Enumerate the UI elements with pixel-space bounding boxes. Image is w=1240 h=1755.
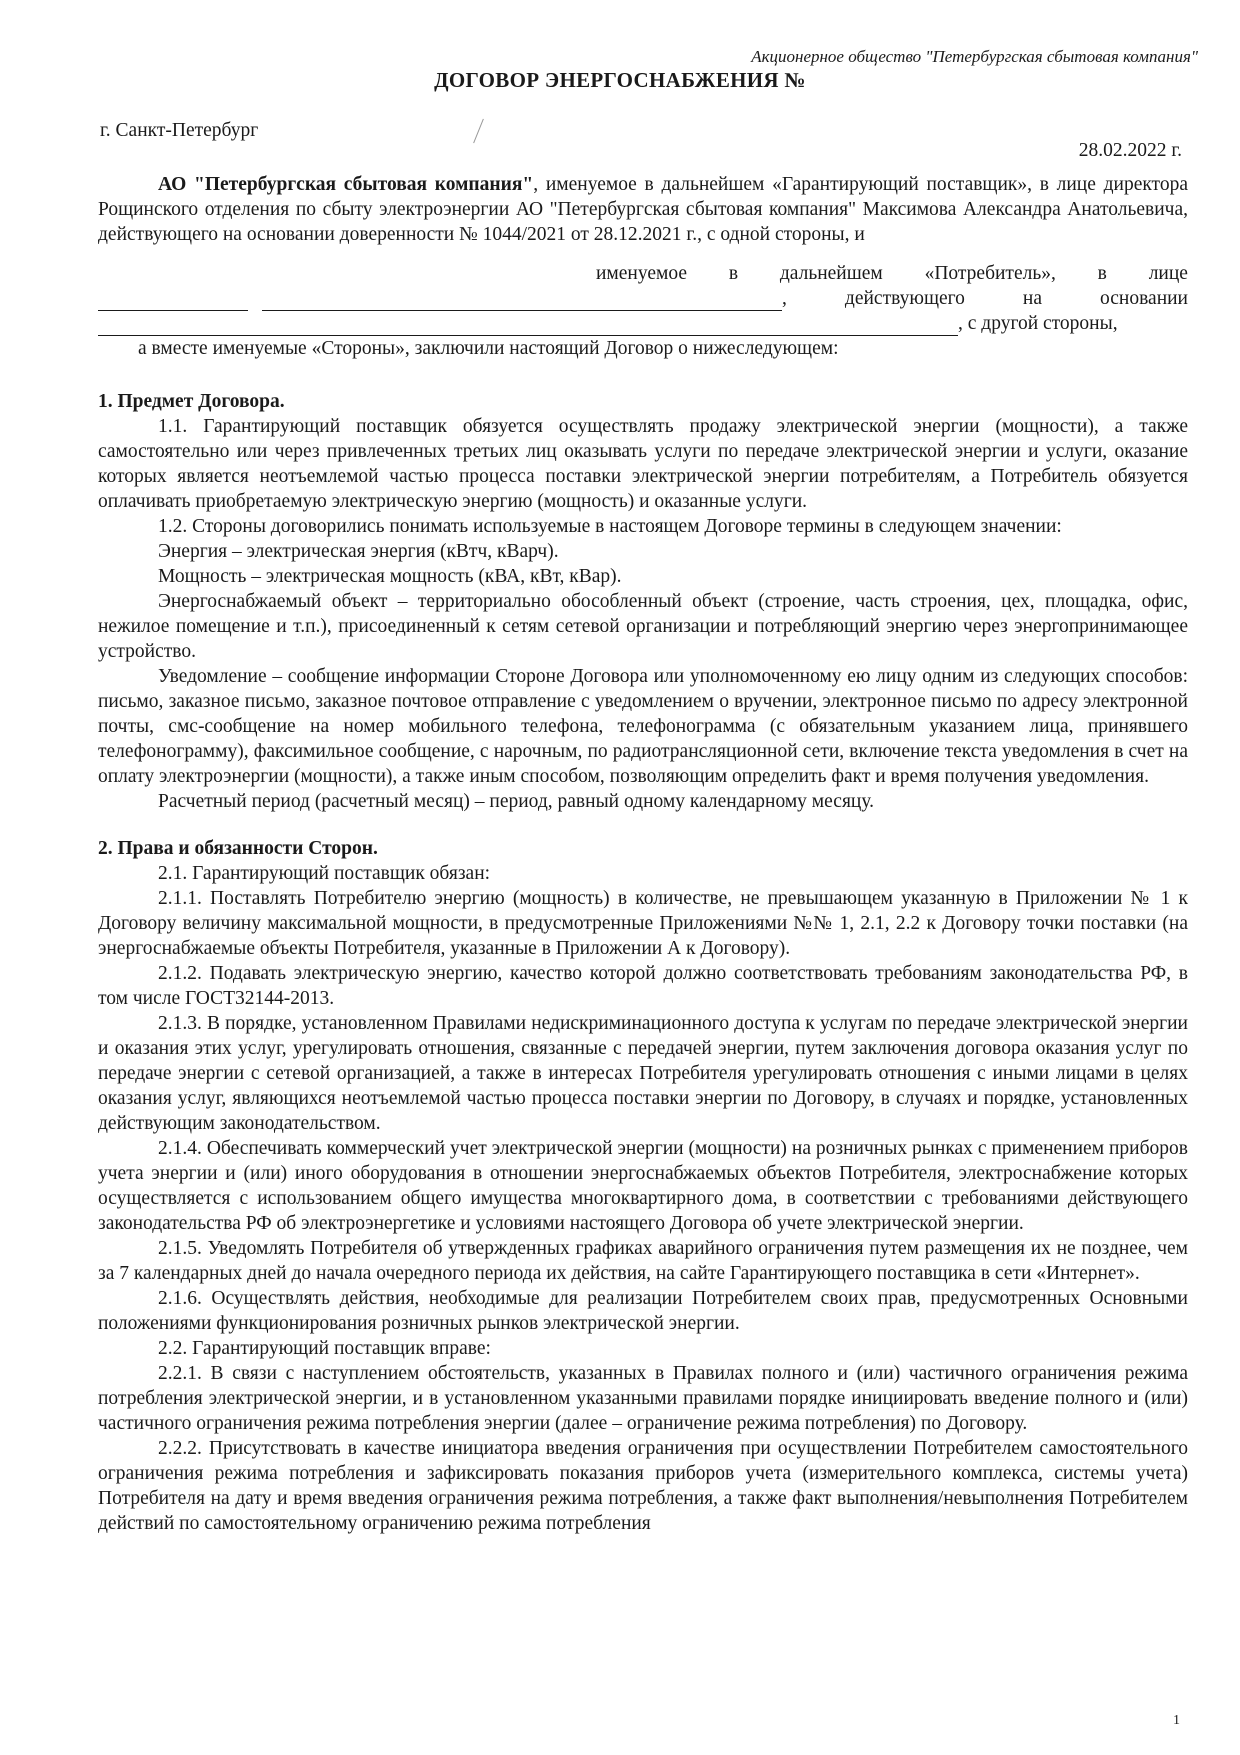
party2-word: именуемое <box>596 263 687 284</box>
document-title <box>0 68 1240 93</box>
clause-2-1-3: 2.1.3. В порядке, установленном Правилами недискриминационного доступа к услугам по передаче электрической энергии и оказания этих услуг, урегулировать отношения, связанные с передачей энергии, путем заключения договора оказания услуг по передаче энергии с сетевой организацией, а также в интересах Потребителя урегулировать отношения с иными лицами в целях оказания услуг, являющихся неотъемлемой частью процесса поставки энергии по Договору, в случаях и порядке, установленных действующим законодательством. <box>98 1013 1188 1134</box>
definition-object: Энергоснабжаемый объект – территориально обособленный объект (строение, часть строения, цех, площадка, офис, нежилое помещение и т.п.), присоединенный к сетям сетевой организации и потребляющий энергию через энергопринимающее устройство. <box>98 591 1188 662</box>
section1-title: 1. Предмет Договора. <box>98 391 285 412</box>
definition-energy: Энергия – электрическая энергия (кВтч, кВарч). <box>158 541 559 562</box>
party1-details: , именуемое в дальнейшем «Гарантирующий поставщик», в лице директора Рощинского отделения по сбыту электроэнергии АО "Петербургская сбытовая компания" Максимова Александра Анатольевича, действующего на основании доверенности № 1044/2021 от 28.12.2021 г., с одной стороны, и <box>98 174 1188 245</box>
preamble-party1 <box>98 172 1188 247</box>
preamble-together: а вместе именуемые «Стороны», заключили настоящий Договор о нижеследующем: <box>138 338 839 359</box>
clause-2-2-2: 2.2.2. Присутствовать в качестве инициатора введения ограничения при осуществлении Потребителем самостоятельного ограничения режима потребления и зафиксировать показания приборов учета (измерительного комплекса, системы учета) Потребителя на дату и время введения ограничения режима потребления, а также факт выполнения/невыполнения Потребителем действий по самостоятельному ограничению режима потребления <box>98 1438 1188 1534</box>
place-of-signing: г. Санкт-Петербург <box>100 120 259 141</box>
document-title-text: ДОГОВОР ЭНЕРГОСНАБЖЕНИЯ № <box>434 68 806 92</box>
page-number: 1 <box>1173 1713 1180 1728</box>
section2-title: 2. Права и обязанности Сторон. <box>98 838 378 859</box>
party2-other-side: , с другой стороны, <box>958 313 1118 334</box>
blank-field-party2-basis[interactable] <box>98 319 958 336</box>
header-organization: Акционерное общество "Петербургская сбытовая компания" <box>751 47 1198 66</box>
party2-word: лице <box>1148 263 1188 284</box>
document-body <box>98 172 1188 1536</box>
blank-field-party2-name[interactable] <box>98 294 248 311</box>
party1-name: АО "Петербургская сбытовая компания" <box>158 174 534 195</box>
party2-word: «Потребитель», <box>924 263 1056 284</box>
clause-1-2: 1.2. Стороны договорились понимать используемые в настоящем Договоре термины в следующем значении: <box>158 516 1062 537</box>
preamble-party2-line1 <box>98 261 1188 286</box>
blank-field-party2-rep[interactable] <box>262 294 782 311</box>
preamble-party2-line3 <box>98 311 1188 336</box>
definition-notice: Уведомление – сообщение информации Стороне Договора или уполномоченному ею лицу одним из следующих способов: письмо, заказное письмо, заказное почтовое отправление с уведомлением о вручении, электронное письмо по адресу электронной почты, смс-сообщение на номер мобильного телефона, телефонограмма (с обязательным указанием лица, принявшего телефонограмму), факсимильное сообщение, с нарочным, по радиотрансляционной сети, включение текста уведомления в счет на оплату электроэнергии (мощности), а также иным способом, позволяющим определить факт и время получения уведомления. <box>98 666 1188 787</box>
party2-basis: , действующего на основании <box>782 288 1188 309</box>
definition-power: Мощность – электрическая мощность (кВА, кВт, кВар). <box>158 566 622 587</box>
preamble-party2-line2 <box>98 286 1188 311</box>
clause-2-2: 2.2. Гарантирующий поставщик вправе: <box>158 1338 491 1359</box>
clause-2-2-1: 2.2.1. В связи с наступлением обстоятельств, указанных в Правилах полного и (или) частичного ограничения режима потребления электрической энергии, и в установленном указанными правилами порядке инициировать введение полного и (или) частичного ограничения режима потребления энергии (далее – ограничение режима потребления) по Договору. <box>98 1363 1188 1434</box>
clause-1-1: 1.1. Гарантирующий поставщик обязуется осуществлять продажу электрической энергии (мощности), а также самостоятельно или через привлеченных третьих лиц оказывать услуги по передаче электрической энергии и услуги, оказание которых является неотъемлемой частью процесса поставки электрической энергии потребителям, а Потребитель обязуется оплачивать приобретаемую электрическую энергию (мощность) и оказанные услуги. <box>98 416 1188 512</box>
clause-2-1-6: 2.1.6. Осуществлять действия, необходимые для реализации Потребителем своих прав, предусмотренных Основными положениями функционирования розничных рынков электрической энергии. <box>98 1288 1188 1334</box>
pen-mark <box>473 119 484 143</box>
clause-2-1-5: 2.1.5. Уведомлять Потребителя об утвержденных графиках аварийного ограничения путем размещения их не позднее, чем за 7 календарных дней до начала очередного периода их действия, на сайте Гарантирующего поставщика в сети «Интернет». <box>98 1238 1188 1284</box>
clause-2-1-2: 2.1.2. Подавать электрическую энергию, качество которой должно соответствовать требованиям законодательства РФ, в том числе ГОСТ32144-2013. <box>98 963 1188 1009</box>
party2-word: дальнейшем <box>779 263 883 284</box>
party2-word: в <box>1097 263 1107 284</box>
definition-period: Расчетный период (расчетный месяц) – период, равный одному календарному месяцу. <box>158 791 875 812</box>
clause-2-1-4: 2.1.4. Обеспечивать коммерческий учет электрической энергии (мощности) на розничных рынках с применением приборов учета энергии и (или) иного оборудования в отношении энергоснабжаемых объектов Потребителя, электроснабжение которых осуществляется с использованием общего имущества многоквартирного дома, в соответствии с требованиями действующего законодательства РФ об электроэнергетике и условиями настоящего Договора об учете электрической энергии. <box>98 1138 1188 1234</box>
clause-2-1-1: 2.1.1. Поставлять Потребителю энергию (мощность) в количестве, не превышающем указанную в Приложении № 1 к Договору величину максимальной мощности, в предусмотренные Приложениями №№ 1, 2.1, 2.2 к Договору точки поставки (на энергоснабжаемые объекты Потребителя, указанные в Приложении А к Договору). <box>98 888 1188 959</box>
clause-2-1: 2.1. Гарантирующий поставщик обязан: <box>158 863 491 884</box>
party2-word: в <box>728 263 739 284</box>
contract-date: 28.02.2022 г. <box>1078 140 1182 161</box>
